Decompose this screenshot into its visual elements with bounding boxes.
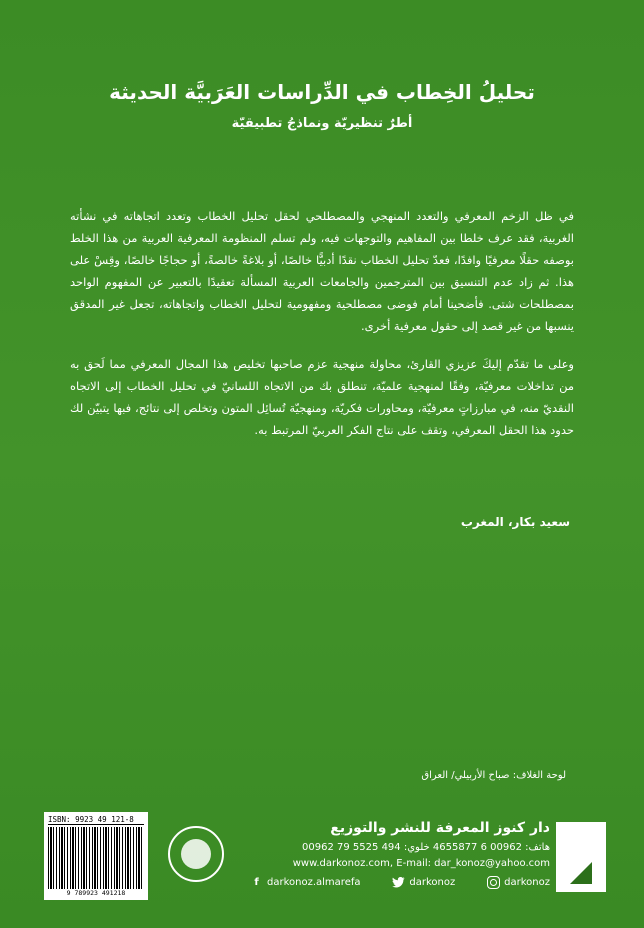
publisher-info xyxy=(250,820,550,872)
publisher-name: دار كنوز المعرفة للنشر والتوزيع xyxy=(330,820,550,836)
logo-triangle xyxy=(570,862,592,884)
instagram-handle: darkonoz xyxy=(504,877,550,888)
twitter-handle: darkonoz xyxy=(409,877,456,888)
publisher-logo-icon xyxy=(556,822,606,892)
cover-design-seal-icon xyxy=(168,826,224,882)
instagram-icon xyxy=(487,876,500,889)
blurb-paragraph-2: وعلى ما تقدّم إليكَ عزيزي القارئ، محاولة منهجية عزم صاحبها تخليص هذا المجال المعرفي مما لَحق به من تداخلات معرفيّة، وفقًا لمنهجية علميّة، تنطلق بك من الاتجاه اللسانيّ في تحليل الخطاب إلى الاتجاه النقديّ منه، في مبارزاتٍ معرفيّة، ومحاورات فكريّة، ومنهجيّة تُسائِل المتون وتخلص إلى نتائج، فبها يتبيّن لك حدود هذا الحقل المعرفي، وتقف على نتاج الفكر العربيّ المرتبط به. xyxy=(70,357,574,437)
blurb-paragraph-1: في ظل الزخم المعرفي والتعدد المنهجي والمصطلحي لحقل تحليل الخطاب وتعدد اتجاهاته في نشأته الغربية، فقد عرف خلطا بين المفاهيم والتوجهات فيه، ولم تسلم المنظومة المعرفية العربية من هذا الخلط بوصفه حقلًا معرفيًا وافدًا، فعدّ تحليل الخطاب نقدًا أدبيًّا خالصًا، أو بلاغةً خالصةً، أو حجاجًا خالصًا، وقِسْ على هذا. ثم زاد عدم التنسيق بين المترجمين والجامعات العربية المسألة تعقيدًا بالتعبير عن المفهوم الواحد بمصطلحات شتى. فأضحينا أمام فوضى مصطلحية ومفهومية لتحليل الخطاب واتجاهاته، تجعل غير المدقق ينسبها من غير قصد إلى حقول معرفية أخرى. xyxy=(70,209,574,333)
book-subtitle: أطرٌ تنظيريّة ونماذجُ تطبيقيّة xyxy=(231,116,413,131)
seal-center xyxy=(181,839,211,869)
author-signature: سعيد بكار، المغرب xyxy=(460,515,570,529)
barcode-bars xyxy=(48,827,144,889)
facebook-handle: darkonoz.almarefa xyxy=(267,877,361,888)
book-title: تحليلُ الخِطاب في الدِّراسات العَرَبيَّة الحديثة xyxy=(109,80,535,104)
title-block xyxy=(40,78,604,134)
facebook-icon: f xyxy=(254,877,259,888)
barcode-digits: 9 789923 491218 xyxy=(66,889,126,897)
cover-art-credit: لوحة الغلاف: صباح الأربيلي/ العراق xyxy=(421,770,566,781)
blurb xyxy=(70,205,574,457)
twitter-icon xyxy=(392,876,405,889)
publisher-phones: هاتف: 00962 6 4655877 خلوي: 494 5525 79 00962 xyxy=(302,842,550,853)
twitter-link[interactable] xyxy=(392,876,455,889)
isbn-number: ISBN: 9923 49 121-8 xyxy=(48,815,144,825)
publisher-web-email: www.darkonoz.com, E-mail: dar_konoz@yahoo.com xyxy=(292,858,550,869)
facebook-link[interactable] xyxy=(250,876,361,889)
social-links xyxy=(250,876,550,889)
instagram-link[interactable] xyxy=(487,876,550,889)
isbn-barcode xyxy=(44,812,148,900)
